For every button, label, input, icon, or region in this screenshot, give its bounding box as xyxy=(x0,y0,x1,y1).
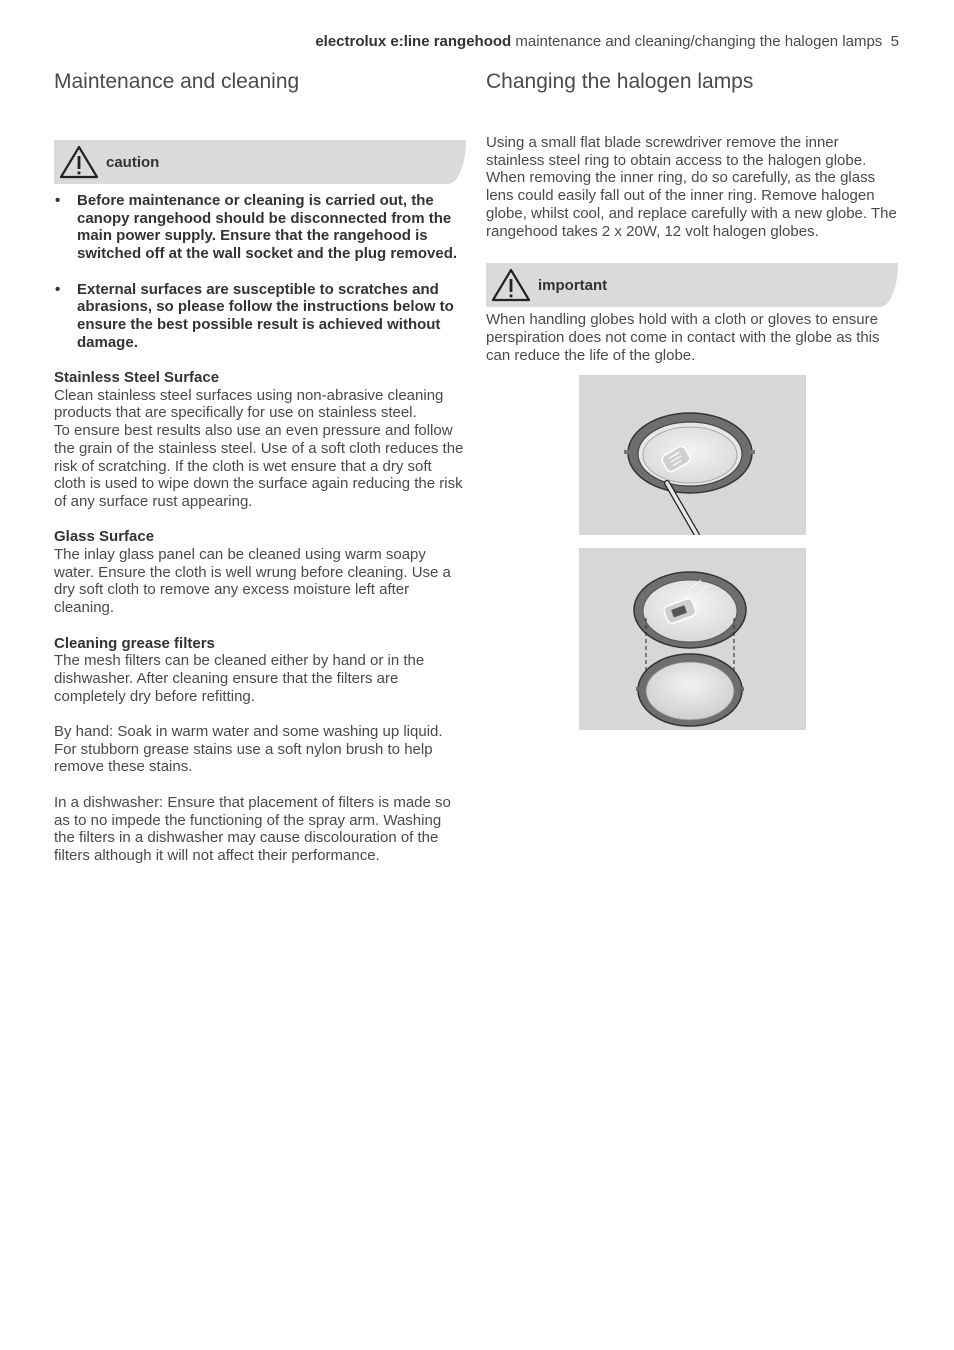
dishwasher-text: In a dishwasher: Ensure that placement of filters is made so as to no impede the functioning of the spray arm. Washing the filters in a dishwasher may cause discolouration of the filters although it will not affect their performance. xyxy=(54,793,451,864)
header-section: maintenance and cleaning/changing the halogen lamps xyxy=(515,33,883,50)
warning-icon xyxy=(491,268,531,302)
caution-list xyxy=(54,192,466,351)
warning-icon xyxy=(59,145,99,179)
screwdriver-ring-drawing xyxy=(579,375,806,535)
ring-removal-illustration xyxy=(579,375,806,535)
page-number: 5 xyxy=(890,33,899,50)
ring-lens-exploded-illustration xyxy=(579,548,806,730)
maintenance-title: Maintenance and cleaning xyxy=(54,70,300,93)
important-text: When handling globes hold with a cloth or gloves to ensure perspiration does not come in contact with the globe as this can reduce the life of the globe. xyxy=(486,311,880,364)
glass-text: The inlay glass panel can be cleaned using warm soapy water. Ensure the cloth is well wrung before cleaning. Use a dry soft cloth to remove any excess moisture left after cleaning. xyxy=(54,546,451,617)
header-brand: electrolux e:line rangehood xyxy=(315,33,512,50)
filters-title: Cleaning grease filters xyxy=(54,634,215,652)
by-hand-text: By hand: Soak in warm water and some washing up liquid. For stubborn grease stains use a soft nylon brush to help remove these stains. xyxy=(54,723,443,776)
caution-label: caution xyxy=(106,153,160,171)
halogen-intro: Using a small flat blade screwdriver remove the inner stainless steel ring to obtain access to the halogen globe. When removing the inner ring, do so carefully, as the glass lens could easily fall out of the inner ring. Remove halogen globe, whilst cool, and replace carefully with a new globe. The rangehood takes 2 x 20W, 12 volt halogen globes. xyxy=(486,134,897,240)
important-banner xyxy=(486,263,898,307)
glass-title: Glass Surface xyxy=(54,528,155,546)
caution-banner xyxy=(54,140,466,184)
ring-lens-drawing xyxy=(579,548,806,730)
stainless-title: Stainless Steel Surface xyxy=(54,369,220,386)
left-column xyxy=(54,68,466,865)
halogen-title: Changing the halogen lamps xyxy=(486,70,754,93)
important-label: important xyxy=(538,276,608,294)
list-item: • External surfaces are susceptible to scratches and abrasions, so please follow the instructions below to ensure the best possible result is achieved without damage. xyxy=(54,281,466,352)
filters-text: The mesh filters can be cleaned either by hand or in the dishwasher. After cleaning ensure that the filters are completely dry before refitting. xyxy=(54,652,425,705)
list-item: • Before maintenance or cleaning is carried out, the canopy rangehood should be disconnected from the main power supply. Ensure that the rangehood is switched off at the wall socket and the plug removed. xyxy=(54,192,466,263)
right-column xyxy=(486,68,898,364)
running-header xyxy=(315,33,899,50)
stainless-text-1: Clean stainless steel surfaces using non-abrasive cleaning products that are specifically for use on stainless steel. xyxy=(54,386,444,422)
stainless-text-2: To ensure best results also use an even pressure and follow the grain of the stainless steel. Use of a soft cloth reduces the risk of scratching. If the cloth is wet ensure that a dry soft cloth is used to wipe down the surface again reducing the risk of any surface rust appearing. xyxy=(54,422,464,510)
